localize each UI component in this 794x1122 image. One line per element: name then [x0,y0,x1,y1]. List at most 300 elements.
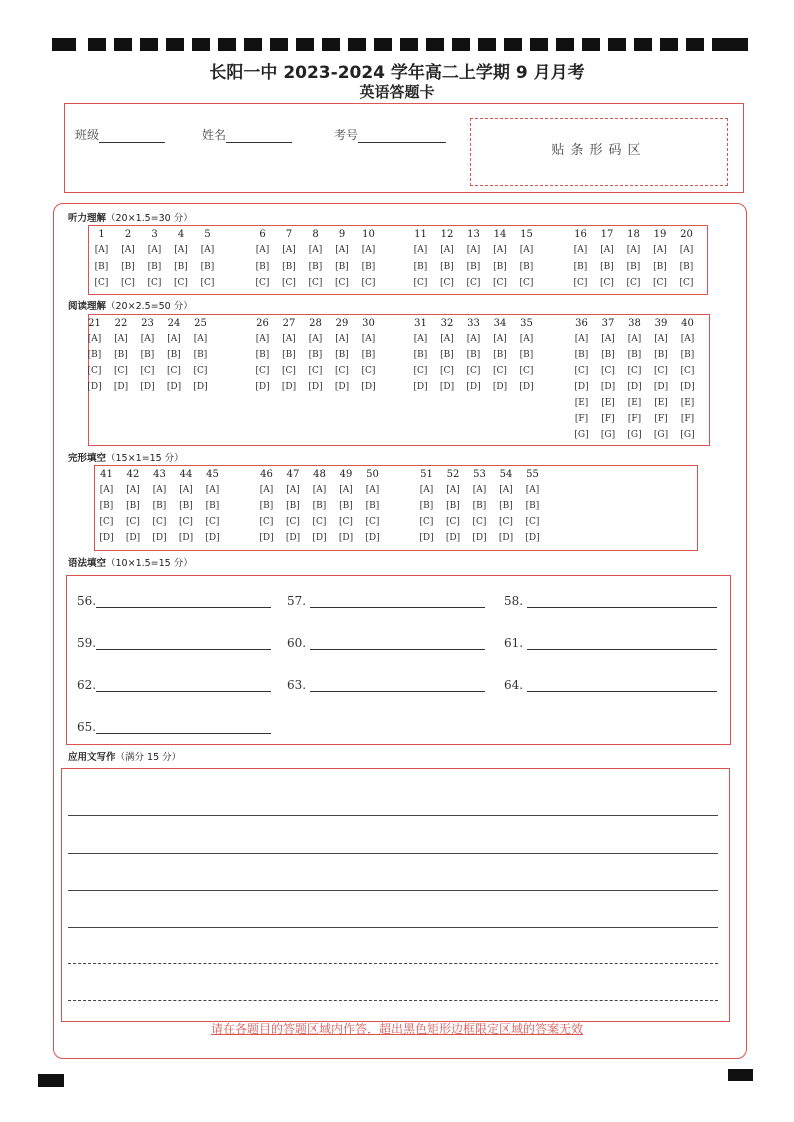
answer-bubble[interactable]: [B] [493,350,507,360]
answer-bubble[interactable]: [D] [466,382,481,392]
grammar-blank[interactable] [77,594,271,608]
answer-bubble[interactable]: [D] [99,533,114,543]
answer-bubble[interactable]: [A] [519,245,534,255]
grammar-blank[interactable] [287,678,485,692]
answer-bubble[interactable]: [C] [152,517,167,527]
answer-bubble[interactable]: [G] [653,430,669,440]
answer-bubble[interactable]: [A] [126,485,140,495]
answer-bubble[interactable]: [B] [121,261,135,272]
answer-bubble[interactable]: [C] [419,517,434,527]
answer-bubble[interactable]: [C] [179,517,193,527]
answer-bubble[interactable]: [C] [446,517,460,527]
answer-bubble[interactable]: [B] [601,350,615,360]
question-number: 33 [467,318,480,329]
blank-number: 60. [287,636,307,650]
answer-bubble[interactable]: [F] [574,414,589,424]
question-number: 2 [124,229,132,240]
option-row [568,366,728,382]
question-number: 45 [206,469,219,480]
answer-bubble[interactable]: [D] [439,382,455,392]
answer-bubble[interactable]: [C] [440,366,454,376]
answer-bubble[interactable]: [D] [525,533,540,543]
question-number: 40 [681,318,694,329]
answer-bubble[interactable]: [A] [312,485,327,495]
answer-bubble[interactable]: [B] [335,350,349,360]
answer-bubble[interactable]: [B] [282,350,296,360]
answer-bubble[interactable]: [A] [179,485,193,495]
answer-bubble[interactable]: [D] [312,533,327,543]
answer-bubble[interactable]: [C] [99,517,114,527]
answer-bubble[interactable]: [C] [312,517,327,527]
answer-bubble[interactable]: [C] [147,278,162,288]
question-number: 24 [167,318,181,329]
answer-bubble[interactable]: [C] [679,278,694,288]
exam-number-field[interactable] [334,126,446,143]
answer-bubble[interactable]: [D] [361,382,376,392]
answer-bubble[interactable]: [B] [653,261,667,272]
answer-bubble[interactable]: [C] [282,366,296,376]
answer-bubble[interactable]: [D] [519,382,534,392]
writing-box [61,768,730,1022]
answer-bubble[interactable]: [C] [167,366,181,376]
answer-bubble[interactable]: [C] [365,517,380,527]
grammar-blank[interactable] [77,636,271,650]
question-number: 20 [680,229,693,240]
answer-bubble[interactable]: [B] [466,261,481,272]
answer-bubble[interactable]: [A] [94,245,109,255]
answer-bubble[interactable]: [B] [493,261,507,272]
answer-bubble[interactable]: [B] [519,261,534,272]
question-number: 48 [313,469,326,480]
answer-bubble[interactable]: [D] [285,533,301,543]
answer-bubble[interactable]: [C] [519,278,534,288]
answer-bubble[interactable]: [D] [193,382,208,392]
answer-bubble[interactable]: [A] [339,485,353,495]
answer-bubble[interactable]: [B] [680,350,695,360]
answer-bubble[interactable]: [C] [255,366,270,376]
answer-bubble[interactable]: [B] [308,261,323,272]
answer-bubble[interactable]: [C] [140,366,155,376]
answer-bubble[interactable]: [C] [121,278,135,288]
answer-bubble[interactable]: [A] [601,334,615,344]
answer-bubble[interactable]: [C] [259,517,274,527]
option-row [568,414,728,430]
question-number: 42 [126,469,140,480]
answer-bubble[interactable]: [D] [259,533,274,543]
answer-bubble[interactable]: [E] [680,398,695,408]
option-row [253,533,413,549]
answer-bubble[interactable]: [A] [446,485,460,495]
answer-bubble[interactable]: [A] [152,485,167,495]
answer-bubble[interactable]: [A] [259,485,274,495]
answer-bubble[interactable]: [C] [600,278,614,288]
answer-bubble[interactable]: [B] [193,350,208,360]
answer-bubble[interactable]: [B] [99,501,114,511]
answer-bubble[interactable]: [D] [472,533,487,543]
answer-bubble[interactable]: [A] [627,334,642,344]
answer-bubble[interactable]: [C] [286,517,300,527]
blank-number: 61. [504,636,524,650]
question-numbers [568,318,728,334]
answer-bubble[interactable]: [C] [87,366,102,376]
answer-bubble[interactable]: [A] [87,334,102,344]
answer-bubble[interactable]: [C] [440,278,454,288]
cloze-group [413,469,573,549]
answer-bubble[interactable]: [D] [334,382,350,392]
answer-bubble[interactable]: [D] [680,382,695,392]
answer-bubble[interactable]: [B] [255,261,270,272]
answer-bubble[interactable]: [B] [286,501,300,511]
answer-bubble[interactable]: [A] [99,485,114,495]
answer-bubble[interactable]: [B] [466,350,481,360]
answer-bubble[interactable]: [C] [114,366,128,376]
answer-bubble[interactable]: [D] [308,382,323,392]
question-numbers [253,469,413,485]
answer-bubble[interactable]: [F] [627,414,642,424]
answer-bubble[interactable]: [D] [653,382,669,392]
answer-bubble[interactable]: [G] [627,430,642,440]
answer-bubble[interactable]: [A] [680,334,695,344]
class-field[interactable] [75,126,165,143]
answer-bubble[interactable]: [D] [492,382,508,392]
answer-bubble[interactable]: [A] [466,334,481,344]
answer-bubble[interactable]: [E] [574,398,589,408]
answer-bubble[interactable]: [C] [472,517,487,527]
question-number: 19 [653,229,667,240]
answer-bubble[interactable]: [A] [335,334,349,344]
answer-bubble[interactable]: [C] [653,278,667,288]
answer-bubble[interactable]: [B] [140,350,155,360]
answer-bubble[interactable]: [A] [654,334,668,344]
answer-bubble[interactable]: [B] [308,350,323,360]
answer-bubble[interactable]: [A] [200,245,215,255]
answer-bubble[interactable]: [E] [654,398,668,408]
answer-bubble[interactable]: [B] [499,501,513,511]
answer-bubble[interactable]: [A] [574,334,589,344]
answer-bubble[interactable]: [C] [413,278,428,288]
answer-bubble[interactable]: [A] [140,334,155,344]
answer-bubble[interactable]: [A] [525,485,540,495]
question-numbers [88,229,248,245]
answer-bubble[interactable]: [D] [419,533,434,543]
answer-bubble[interactable]: [A] [167,334,181,344]
answer-bubble[interactable]: [B] [94,261,109,272]
timing-mark [114,38,132,51]
answer-bubble[interactable]: [C] [126,517,140,527]
writing-line[interactable] [68,1000,718,1001]
answer-bubble[interactable]: [E] [601,398,615,408]
answer-bubble[interactable]: [C] [174,278,188,288]
answer-bubble[interactable]: [C] [308,366,323,376]
writing-line[interactable] [68,963,718,964]
answer-bubble[interactable]: [D] [152,533,167,543]
answer-bubble[interactable]: [D] [205,533,220,543]
answer-bubble[interactable]: [C] [413,366,428,376]
option-row [88,278,248,295]
answer-bubble[interactable]: [C] [627,366,642,376]
answer-bubble[interactable]: [B] [679,261,694,272]
answer-bubble[interactable]: [B] [525,501,540,511]
answer-bubble[interactable]: [A] [205,485,220,495]
answer-bubble[interactable]: [C] [574,366,589,376]
answer-bubble[interactable]: [A] [466,245,481,255]
answer-bubble[interactable]: [A] [335,245,349,255]
answer-bubble[interactable]: [C] [335,278,349,288]
question-number: 52 [446,469,460,480]
answer-bubble[interactable]: [B] [600,261,614,272]
question-number: 28 [309,318,322,329]
answer-bubble[interactable]: [B] [312,501,327,511]
answer-bubble[interactable]: [A] [255,334,270,344]
answer-bubble[interactable]: [A] [193,334,208,344]
answer-bubble[interactable]: [C] [654,366,668,376]
answer-bubble[interactable]: [B] [114,350,128,360]
answer-bubble[interactable]: [D] [281,382,297,392]
answer-bubble[interactable]: [A] [255,245,270,255]
answer-bubble[interactable]: [A] [600,245,614,255]
question-number: 18 [627,229,640,240]
name-label: 姓名 [202,128,227,142]
option-row [407,366,567,382]
answer-bubble[interactable]: [D] [413,382,428,392]
answer-bubble[interactable]: [A] [440,334,454,344]
answer-bubble[interactable]: [C] [519,366,534,376]
option-row [413,501,573,517]
answer-bubble[interactable]: [A] [440,245,454,255]
answer-bubble[interactable]: [C] [680,366,695,376]
answer-bubble[interactable]: [B] [573,261,588,272]
option-row [249,366,409,382]
writing-line[interactable] [68,853,718,854]
listening-group [407,229,567,295]
cloze-box [94,465,698,551]
answer-bubble[interactable]: [A] [493,334,507,344]
grammar-blank[interactable] [287,636,485,650]
grammar-blank[interactable] [77,720,271,734]
answer-bubble[interactable]: [C] [493,278,507,288]
answer-bubble[interactable]: [D] [87,382,102,392]
answer-bubble[interactable]: [C] [525,517,540,527]
answer-bubble[interactable]: [G] [600,430,616,440]
timing-mark [582,38,600,51]
option-row [568,430,728,446]
answer-bubble[interactable]: [D] [255,382,270,392]
answer-bubble[interactable]: [C] [626,278,641,288]
timing-mark [712,38,748,51]
question-number: 44 [179,469,193,480]
timing-mark [426,38,444,51]
question-numbers [567,229,727,245]
answer-bubble[interactable]: [C] [466,278,481,288]
answer-bubble[interactable]: [B] [339,501,353,511]
answer-bubble[interactable]: [B] [255,350,270,360]
answer-bubble[interactable]: [C] [361,366,376,376]
answer-bubble[interactable]: [B] [519,350,534,360]
answer-bubble[interactable]: [F] [680,414,695,424]
answer-bubble[interactable]: [B] [654,350,668,360]
answer-bubble[interactable]: [A] [114,334,128,344]
answer-bubble[interactable]: [B] [335,261,349,272]
answer-bubble[interactable]: [E] [627,398,642,408]
answer-bubble[interactable]: [B] [413,350,428,360]
answer-bubble[interactable]: [B] [413,261,428,272]
answer-bubble[interactable]: [B] [174,261,188,272]
answer-bubble[interactable]: [B] [419,501,434,511]
answer-bubble[interactable]: [A] [413,245,428,255]
answer-bubble[interactable]: [C] [205,517,220,527]
answer-bubble[interactable]: [B] [259,501,274,511]
class-label: 班级 [75,128,100,142]
answer-bubble[interactable]: [G] [680,430,695,440]
answer-bubble[interactable]: [C] [339,517,353,527]
exam-number-label: 考号 [334,128,359,142]
answer-bubble[interactable]: [B] [179,501,193,511]
answer-bubble[interactable]: [A] [282,334,296,344]
question-number: 35 [520,318,533,329]
answer-bubble[interactable]: [B] [626,261,641,272]
timing-mark [660,38,678,51]
answer-bubble[interactable]: [B] [167,350,181,360]
sheet-subtitle: 英语答题卡 [359,83,435,101]
answer-bubble[interactable]: [B] [147,261,162,272]
question-numbers [407,318,567,334]
answer-bubble[interactable]: [A] [365,485,380,495]
answer-bubble[interactable]: [B] [205,501,220,511]
answer-bubble[interactable]: [A] [286,485,300,495]
answer-bubble[interactable]: [D] [445,533,461,543]
listening-group [249,229,409,295]
answer-bubble[interactable]: [A] [413,334,428,344]
question-number: 1 [98,229,105,240]
answer-bubble[interactable]: [F] [601,414,615,424]
answer-bubble[interactable]: [B] [282,261,296,272]
listening-group [567,229,727,295]
answer-bubble[interactable]: [A] [679,245,694,255]
question-number: 10 [362,229,375,240]
answer-bubble[interactable]: [D] [166,382,182,392]
answer-bubble[interactable]: [D] [574,382,589,392]
answer-bubble[interactable]: [D] [113,382,129,392]
answer-bubble[interactable]: [B] [472,501,487,511]
answer-bubble[interactable]: [B] [87,350,102,360]
answer-bubble[interactable]: [A] [472,485,487,495]
answer-bubble[interactable]: [A] [499,485,513,495]
answer-bubble[interactable]: [D] [338,533,354,543]
answer-bubble[interactable]: [A] [308,245,323,255]
answer-bubble[interactable]: [A] [519,334,534,344]
answer-bubble[interactable]: [C] [200,278,215,288]
answer-bubble[interactable]: [C] [255,278,270,288]
answer-bubble[interactable]: [D] [365,533,380,543]
grammar-blank[interactable] [287,594,485,608]
answer-bubble[interactable]: [C] [573,278,588,288]
answer-bubble[interactable]: [B] [440,261,454,272]
answer-bubble[interactable]: [A] [419,485,434,495]
answer-bubble[interactable]: [B] [574,350,589,360]
option-row [413,533,573,549]
answer-bubble[interactable]: [B] [200,261,215,272]
answer-bubble[interactable]: [B] [126,501,140,511]
answer-bubble[interactable]: [C] [193,366,208,376]
answer-bubble[interactable]: [C] [493,366,507,376]
answer-bubble[interactable]: [F] [654,414,668,424]
question-number: 39 [654,318,668,329]
answer-bubble[interactable]: [C] [308,278,323,288]
answer-bubble[interactable]: [D] [125,533,141,543]
answer-bubble[interactable]: [D] [178,533,194,543]
question-number: 14 [493,229,507,240]
question-number: 50 [366,469,379,480]
option-row [568,382,728,398]
answer-bubble[interactable]: [A] [308,334,323,344]
blank-number: 57. [287,594,307,608]
writing-line[interactable] [68,890,718,891]
reading-box [88,314,710,446]
grammar-blank[interactable] [504,678,717,692]
writing-line[interactable] [68,927,718,928]
question-numbers [413,469,573,485]
answer-bubble[interactable]: [C] [499,517,513,527]
answer-bubble[interactable]: [D] [600,382,616,392]
answer-bubble[interactable]: [A] [626,245,641,255]
answer-bubble[interactable]: [B] [361,350,376,360]
answer-bubble[interactable]: [A] [282,245,296,255]
answer-bubble[interactable]: [C] [94,278,109,288]
answer-bubble[interactable]: [B] [361,261,376,272]
answer-bubble[interactable]: [D] [140,382,155,392]
answer-bubble[interactable]: [D] [627,382,642,392]
answer-bubble[interactable]: [C] [361,278,376,288]
question-number: 51 [420,469,433,480]
blank-number: 64. [504,678,524,692]
grammar-blank[interactable] [504,636,717,650]
answer-bubble[interactable]: [D] [498,533,514,543]
question-number: 21 [88,318,101,329]
answer-bubble[interactable]: [A] [174,245,188,255]
answer-bubble[interactable]: [C] [601,366,615,376]
question-number: 8 [312,229,319,240]
grammar-blank[interactable] [77,678,271,692]
timing-mark [634,38,652,51]
writing-line[interactable] [68,815,718,816]
answer-bubble[interactable]: [A] [493,245,507,255]
answer-bubble[interactable]: [A] [361,245,376,255]
answer-bubble[interactable]: [C] [466,366,481,376]
answer-bubble[interactable]: [A] [121,245,135,255]
answer-bubble[interactable]: [B] [627,350,642,360]
answer-bubble[interactable]: [G] [574,430,589,440]
option-row [567,262,727,279]
student-info-box [64,103,744,193]
answer-bubble[interactable]: [B] [446,501,460,511]
question-number: 23 [141,318,154,329]
answer-bubble[interactable]: [B] [440,350,454,360]
blank-number: 63. [287,678,307,692]
answer-bubble[interactable]: [A] [147,245,162,255]
answer-bubble[interactable]: [A] [653,245,667,255]
grammar-blank[interactable] [504,594,717,608]
answer-bubble[interactable]: [C] [335,366,349,376]
answer-bubble[interactable]: [A] [361,334,376,344]
reading-group [249,318,409,398]
answer-bubble[interactable]: [A] [573,245,588,255]
name-field[interactable] [202,126,292,143]
option-row [81,350,241,366]
answer-bubble[interactable]: [C] [282,278,296,288]
answer-bubble[interactable]: [B] [365,501,380,511]
answer-bubble[interactable]: [B] [152,501,167,511]
timing-mark [244,38,262,51]
